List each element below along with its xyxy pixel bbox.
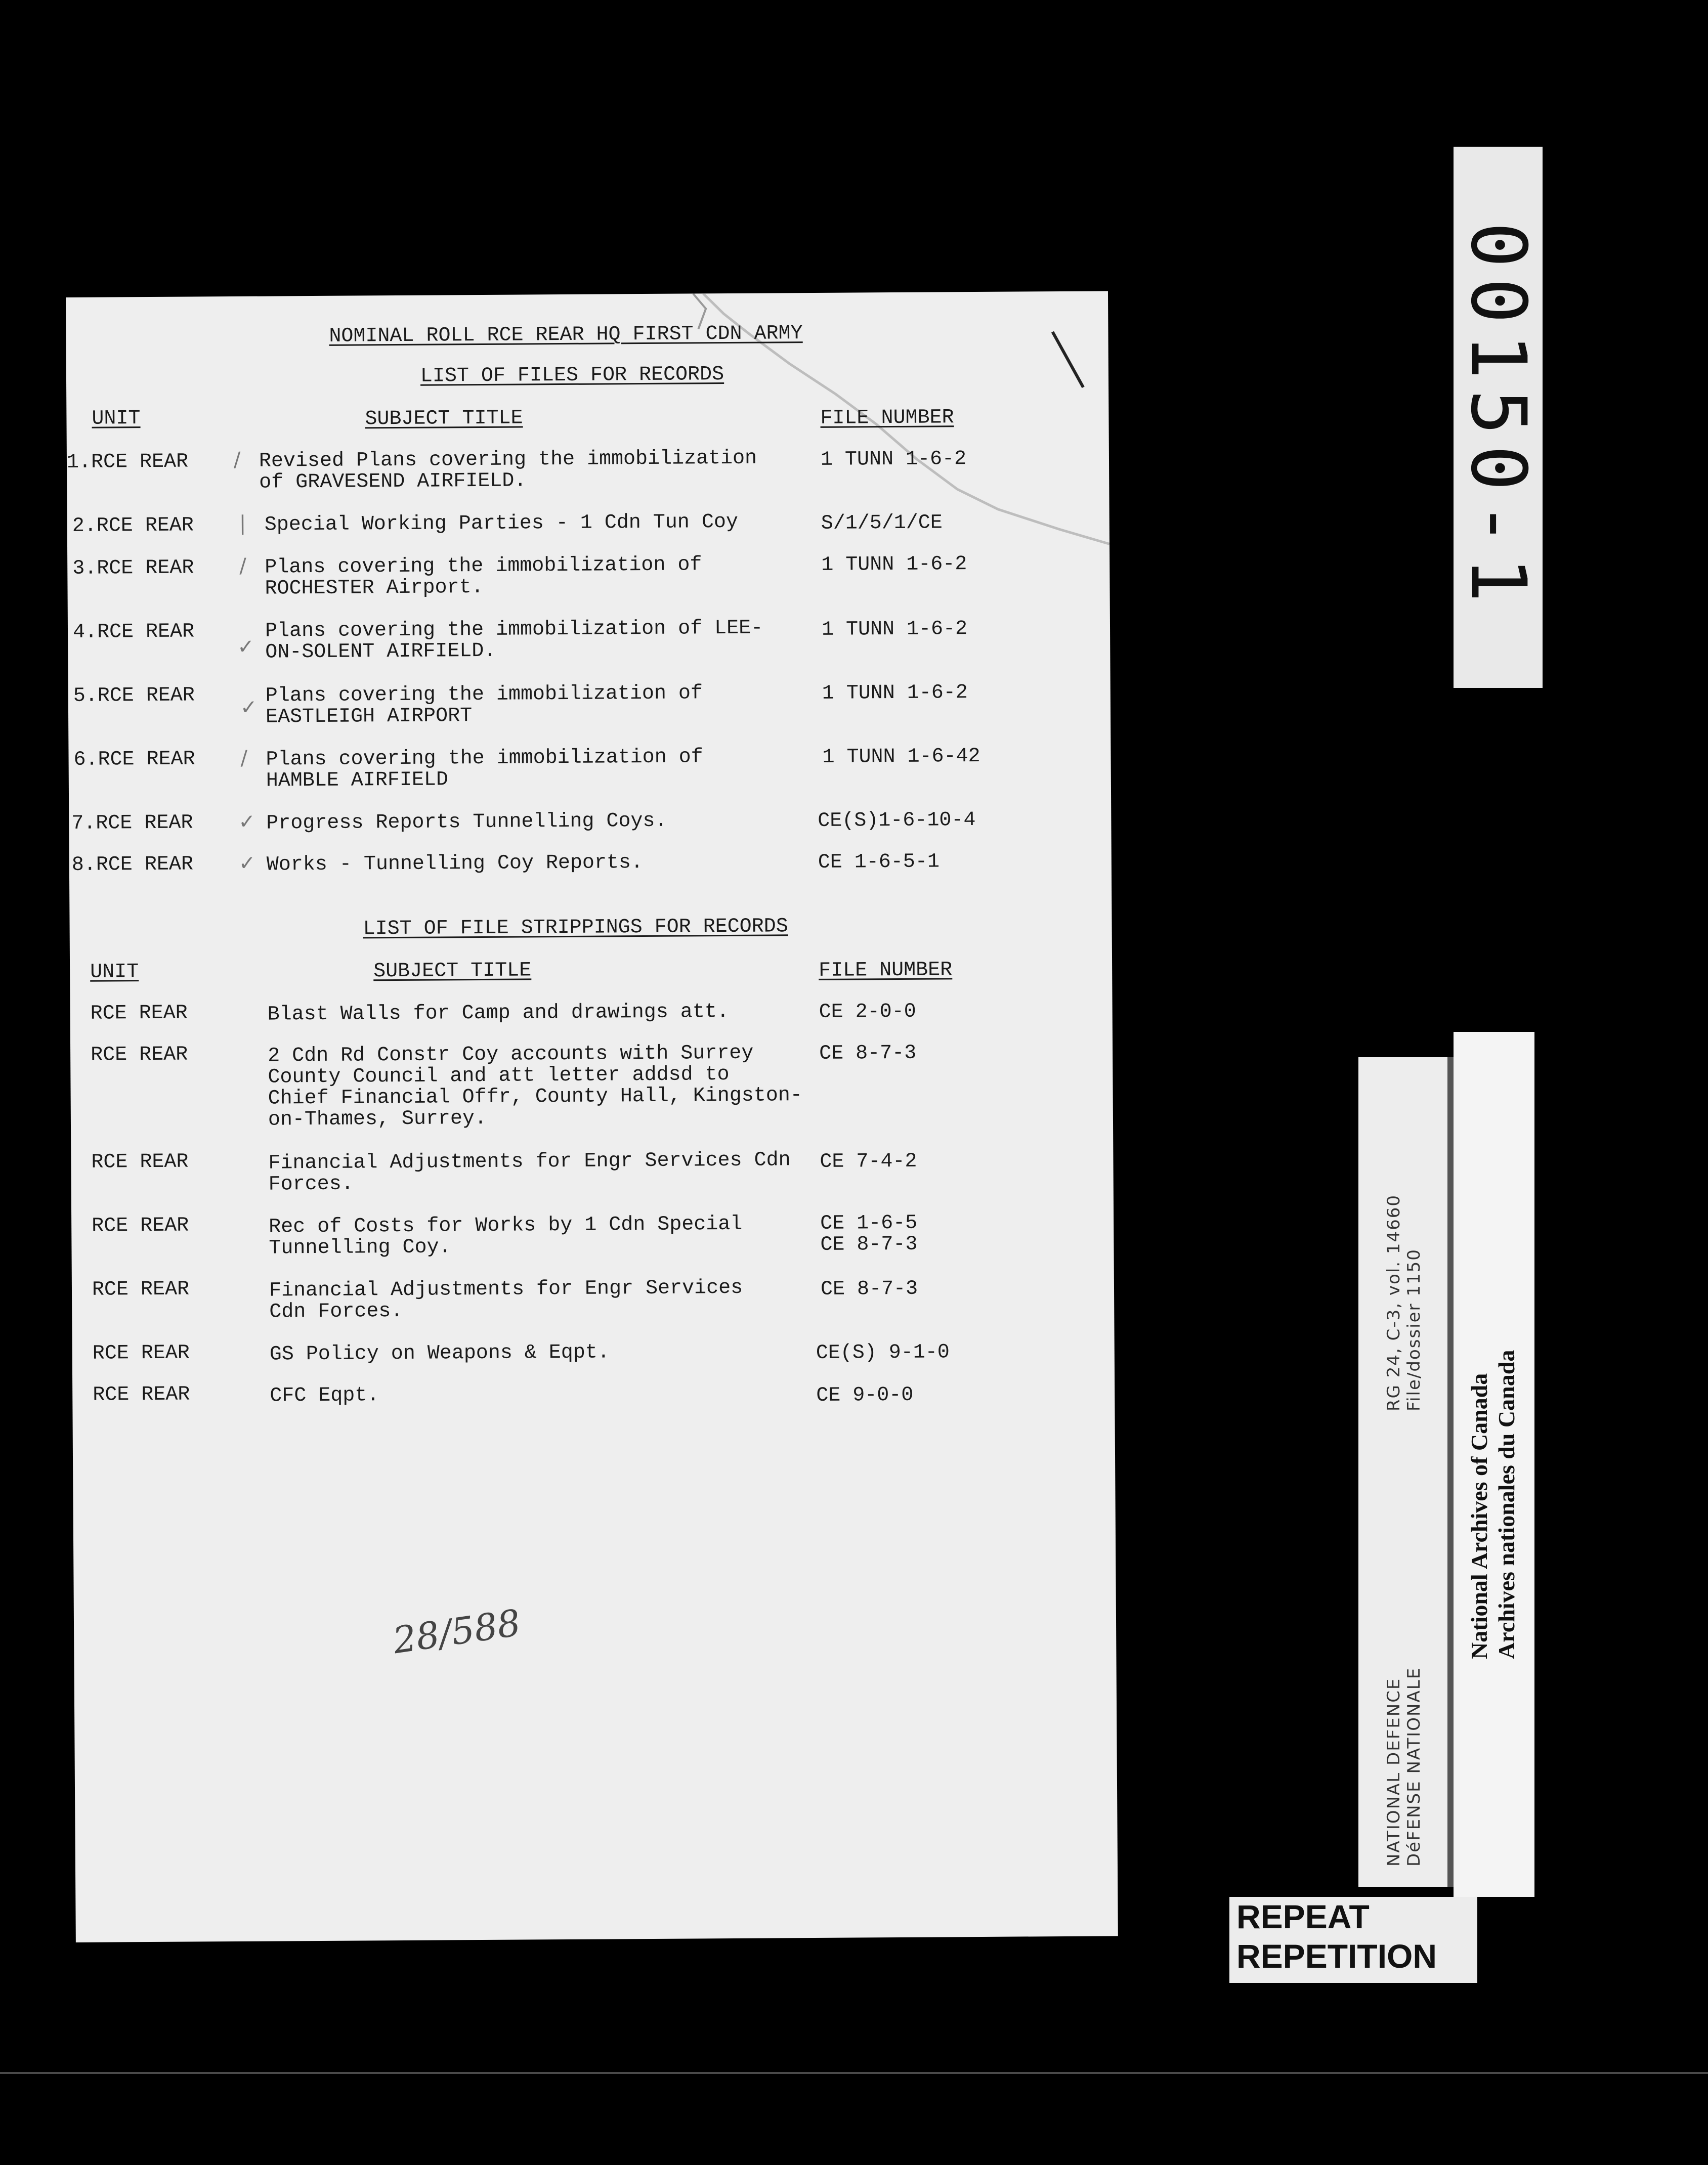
stripping-unit: RCE REAR	[92, 1278, 190, 1302]
row-unit: RCE REAR	[91, 450, 189, 474]
stamp-line-repetition: REPETITION	[1236, 1937, 1437, 1975]
row-file-number: 1 TUNN 1-6-2	[820, 448, 967, 471]
list-item	[73, 749, 195, 770]
stripping-file: CE(S) 9-1-0	[816, 1341, 950, 1365]
stripping-subject: CFC Eqpt.	[270, 1384, 379, 1408]
row-file-number: CE(S)1-6-10-4	[818, 809, 976, 833]
row-number: 8.	[71, 853, 97, 877]
stripping-file: CE 2-0-0	[819, 1000, 916, 1024]
col-header-unit: UNIT	[92, 407, 141, 430]
stripping-file: CE 9-0-0	[816, 1383, 914, 1407]
row-unit: RCE REAR	[97, 620, 195, 644]
handwritten-note: 28/588	[390, 1601, 524, 1662]
list-item	[72, 515, 194, 537]
stamp-line-repeat: REPEAT	[1236, 1898, 1370, 1935]
list-item	[71, 812, 193, 834]
stripping-file: CE 7-4-2	[820, 1150, 917, 1174]
row-subject: Plans covering the immobilization of LEE- ON-SOLENT AIRFIELD.	[265, 617, 763, 664]
stripping-subject: Financial Adjustments for Engr Services Cdn Forces.	[269, 1276, 743, 1324]
row-file-number: S/1/5/1/CE	[821, 511, 943, 535]
frame-number: 00150-1	[1454, 222, 1542, 613]
list-item	[72, 854, 193, 876]
check-mark: ✓	[238, 810, 255, 834]
archive-ref-text: RG 24, C-3, vol. 14660 File/dossier 1150	[1384, 1194, 1424, 1411]
row-unit: RCE REAR	[96, 853, 194, 877]
stripping-subject: 2 Cdn Rd Constr Coy accounts with Surrey County Council and att letter addsd to Chief Financial Offr, County Hall, Kingston- on-Thames, Surrey.	[268, 1042, 802, 1132]
check-mark: ✓	[240, 696, 258, 719]
stripping-unit: RCE REAR	[91, 1043, 188, 1067]
row-file-number: 1 TUNN 1-6-2	[821, 618, 968, 641]
stripping-file: CE 1-6-5 CE 8-7-3	[820, 1211, 918, 1257]
document-header-title: NOMINAL ROLL RCE REAR HQ FIRST CDN ARMY	[329, 322, 803, 348]
bottom-divider	[0, 2072, 1708, 2074]
stripping-subject: Rec of Costs for Works by 1 Cdn Special Tunnelling Coy.	[269, 1213, 743, 1260]
check-mark: /	[233, 448, 241, 471]
row-unit: RCE REAR	[96, 811, 193, 835]
col-header-unit: UNIT	[90, 961, 139, 984]
row-subject: Progress Reports Tunnelling Coys.	[266, 809, 667, 835]
stripping-subject: GS Policy on Weapons & Eqpt.	[269, 1341, 610, 1366]
stripping-file: CE 8-7-3	[820, 1277, 918, 1301]
list-item	[72, 557, 194, 579]
row-file-number: 1 TUNN 1-6-42	[822, 745, 980, 769]
stripping-subject: Blast Walls for Camp and drawings att.	[267, 1001, 729, 1026]
row-subject: Plans covering the immobilization of HAMBLE AIRFIELD	[266, 746, 703, 793]
archive-name-text: National Archives of Canada Archives nationales du Canada	[1466, 1350, 1519, 1659]
row-subject: Plans covering the immobilization of EASTLEIGH AIRPORT	[265, 682, 703, 729]
col-header-subject: SUBJECT TITLE	[373, 959, 532, 983]
archive-reference-label	[1358, 1057, 1459, 1887]
row-number: 3.	[72, 557, 97, 580]
row-number: 7.	[71, 812, 96, 835]
col-header-subject: SUBJECT TITLE	[365, 407, 523, 431]
check-mark: ✓	[237, 635, 254, 659]
col-header-file: FILE NUMBER	[819, 959, 953, 982]
col-header-file: FILE NUMBER	[820, 406, 954, 430]
row-subject: Special Working Parties - 1 Cdn Tun Coy	[264, 510, 739, 537]
stripping-unit: RCE REAR	[90, 1002, 188, 1025]
frame-number-strip	[1454, 147, 1543, 688]
row-unit: RCE REAR	[98, 748, 195, 771]
stripping-unit: RCE REAR	[93, 1383, 190, 1407]
row-number: 2.	[72, 514, 97, 538]
stripping-unit: RCE REAR	[92, 1341, 190, 1365]
row-unit: RCE REAR	[96, 514, 194, 538]
row-file-number: 1 TUNN 1-6-2	[821, 553, 967, 577]
repeat-stamp	[1229, 1897, 1477, 1983]
check-mark: ✓	[238, 851, 256, 875]
list-item	[73, 621, 194, 643]
row-number: 6.	[73, 748, 98, 771]
row-number: 5.	[73, 684, 98, 708]
document-page	[66, 291, 1118, 1942]
files-list-title: LIST OF FILES FOR RECORDS	[420, 363, 724, 388]
row-unit: RCE REAR	[97, 684, 195, 708]
row-number: 1.	[66, 451, 92, 474]
row-subject: Plans covering the immobilization of ROCHESTER Airport.	[265, 553, 702, 600]
row-file-number: 1 TUNN 1-6-2	[822, 681, 968, 705]
row-number: 4.	[72, 621, 98, 644]
archive-dept-text: NATIONAL DEFENCE DéFENSE NATIONALE	[1384, 1667, 1424, 1867]
row-subject: Revised Plans covering the immobilization of GRAVESEND AIRFIELD.	[259, 447, 757, 494]
stripping-unit: RCE REAR	[91, 1150, 189, 1174]
list-item	[67, 452, 188, 473]
row-file-number: CE 1-6-5-1	[818, 850, 940, 874]
check-mark: /	[239, 554, 246, 578]
archive-name-label	[1454, 1032, 1534, 1897]
row-subject: Works - Tunnelling Coy Reports.	[266, 851, 644, 877]
row-unit: RCE REAR	[97, 556, 194, 580]
stripping-unit: RCE REAR	[92, 1214, 189, 1238]
strippings-list-title: LIST OF FILE STRIPPINGS FOR RECORDS	[363, 915, 788, 941]
list-item	[73, 685, 195, 707]
stripping-subject: Financial Adjustments for Engr Services Cdn Forces.	[268, 1149, 791, 1196]
check-mark: |	[239, 511, 246, 535]
check-mark: /	[240, 746, 248, 770]
stripping-file: CE 8-7-3	[819, 1042, 917, 1065]
